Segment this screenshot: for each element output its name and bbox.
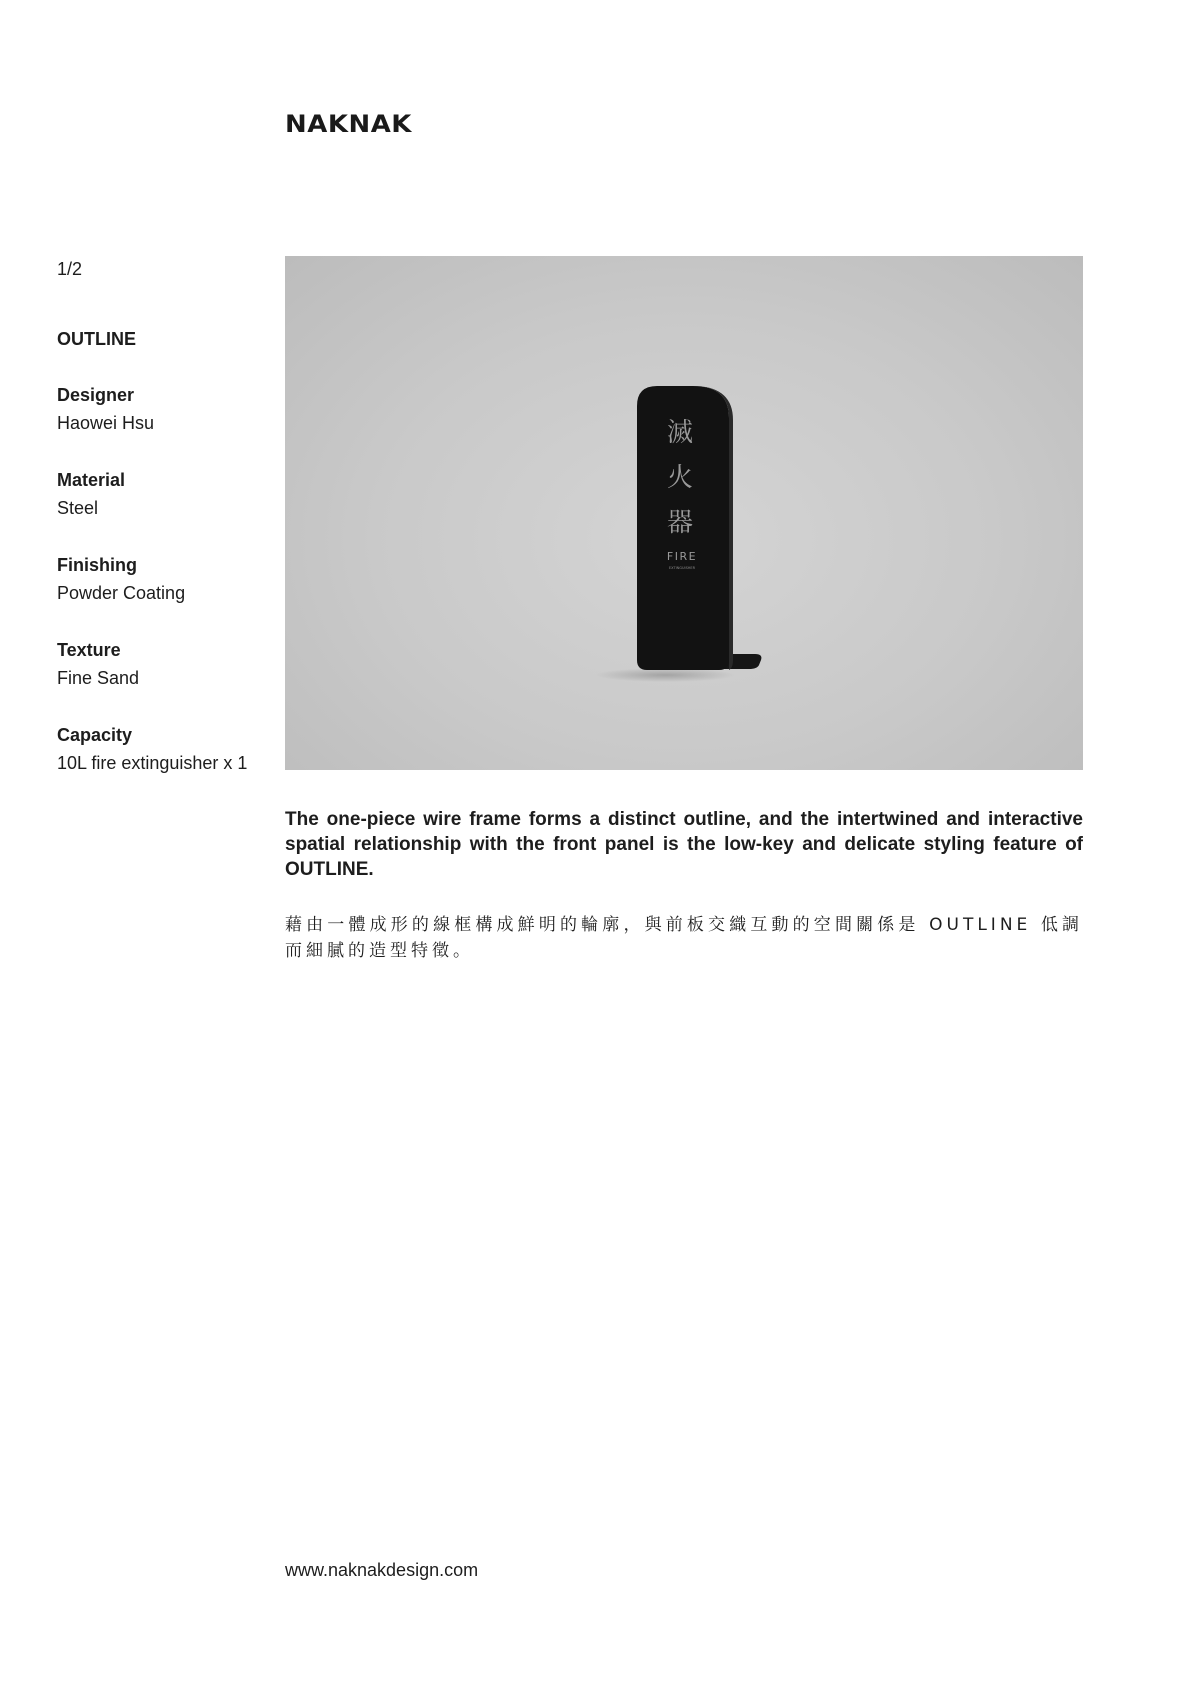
sign-text-fire: FIRE — [666, 550, 698, 563]
floor-shadow — [595, 668, 735, 682]
sign-glyph: 器 — [666, 508, 694, 538]
spec-value: Steel — [57, 498, 99, 518]
spec-value: Powder Coating — [57, 583, 186, 603]
spec-designer — [57, 381, 154, 437]
spec-value: Haowei Hsu — [57, 413, 155, 433]
spec-label: Finishing — [57, 555, 137, 575]
brand-logo: NAKNAK — [285, 110, 412, 138]
spec-value: 10L fire extinguisher x 1 — [57, 753, 248, 773]
spec-texture — [57, 636, 139, 692]
website-url[interactable]: www.naknakdesign.com — [285, 1560, 479, 1580]
spec-finishing — [57, 551, 185, 607]
spec-value: Fine Sand — [57, 668, 140, 688]
product-name: OUTLINE — [57, 329, 136, 349]
page-number: 1/2 — [57, 259, 83, 279]
sign-glyph: 滅 — [666, 418, 694, 448]
description-chinese: 藉由一體成形的線框構成鮮明的輪廓，與前板交織互動的空間關係是 OUTLINE 低調而細膩的造型特徵。 — [285, 915, 1083, 961]
spec-capacity — [57, 721, 247, 777]
fire-extinguisher-sign-illustration — [285, 256, 1083, 770]
sign-text-extinguisher: EXTINGUISHER — [668, 566, 696, 570]
spec-label: Capacity — [57, 725, 133, 745]
spec-material — [57, 466, 125, 522]
spec-label: Texture — [57, 640, 121, 660]
spec-label: Material — [57, 470, 126, 490]
sign-glyph: 火 — [666, 463, 694, 493]
description-english: The one-piece wire frame forms a distinct outline, and the intertwined and interactive spatial relationship with the front panel is the low-key and delicate styling feature of OUTLINE. — [285, 809, 1083, 880]
product-photo — [285, 256, 1083, 770]
spec-label: Designer — [57, 385, 135, 405]
